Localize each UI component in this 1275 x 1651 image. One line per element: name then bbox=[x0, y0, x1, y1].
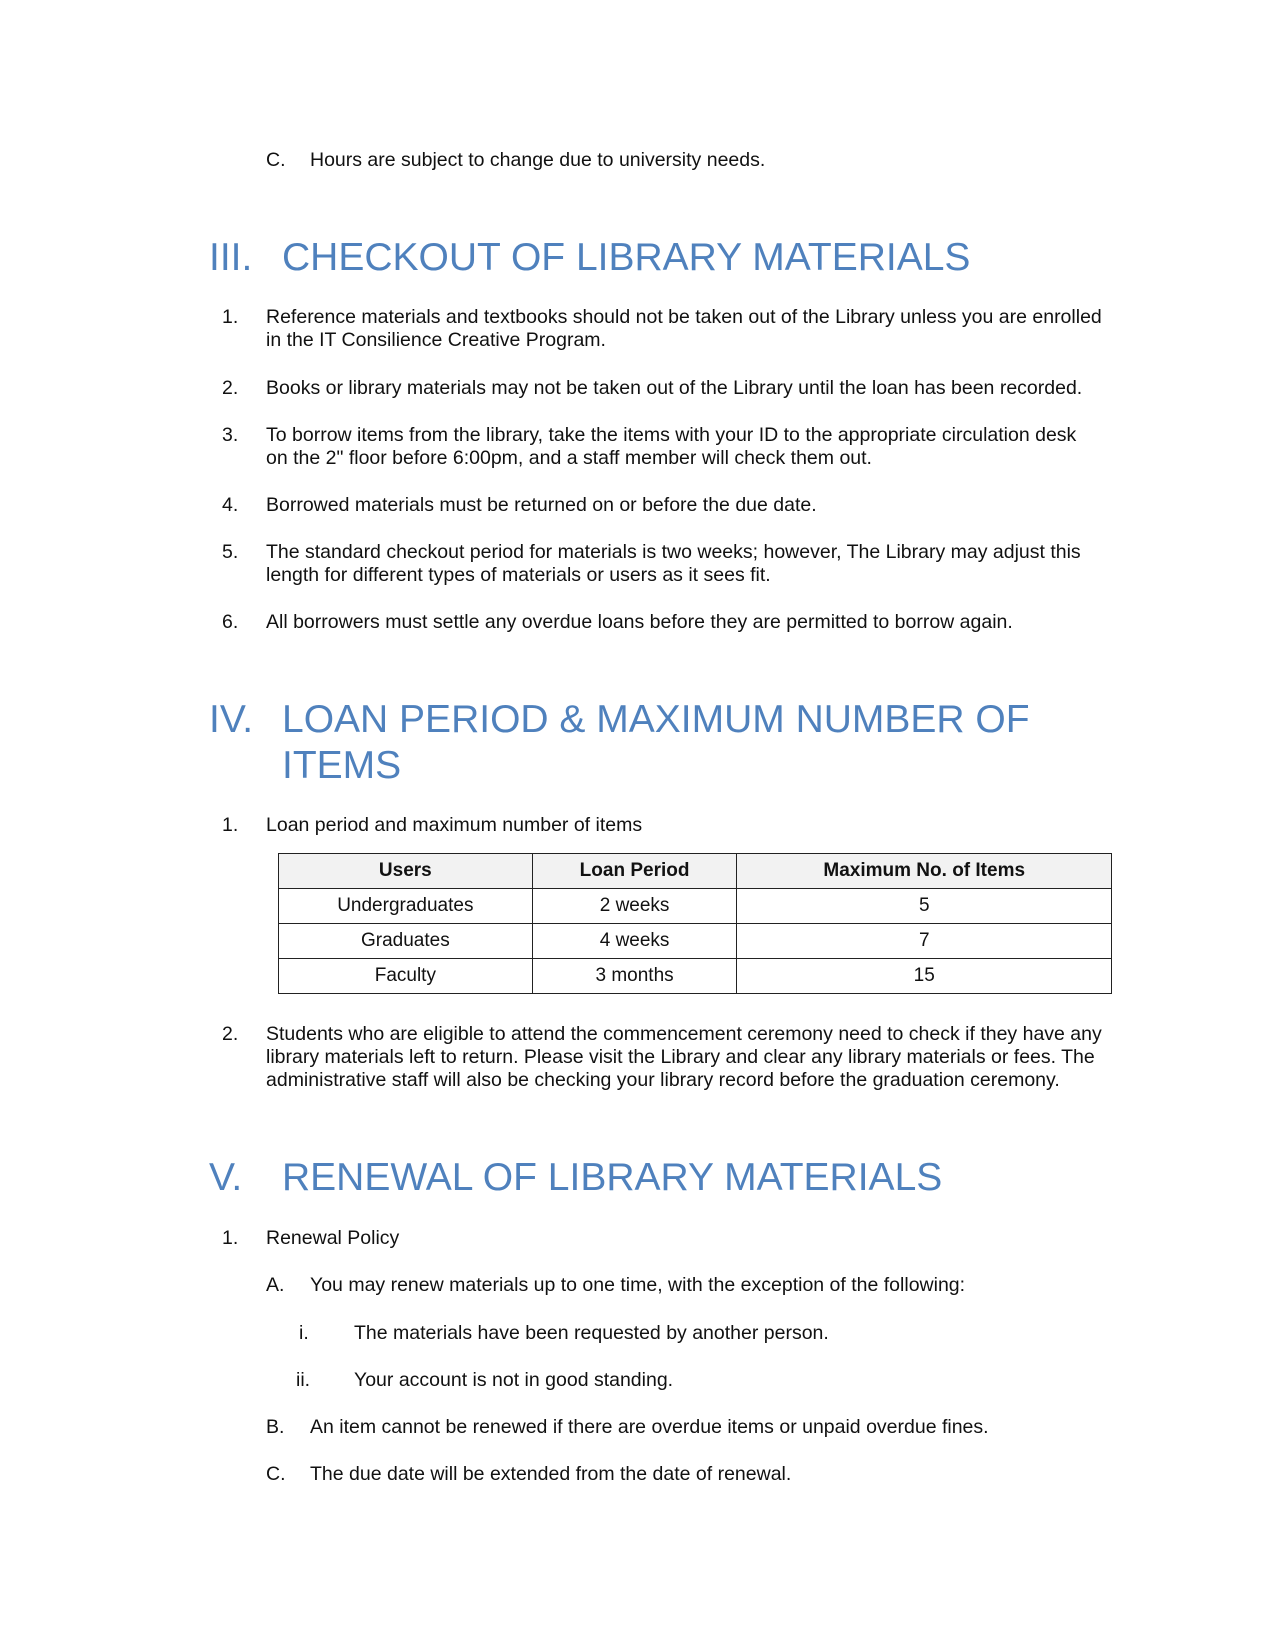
table-cell: 4 weeks bbox=[532, 924, 737, 959]
item-number: 3. bbox=[222, 424, 239, 446]
item-text: The standard checkout period for materials is two weeks; however, The Library may adjust this bbox=[266, 541, 1081, 563]
item-text: The due date will be extended from the date of renewal. bbox=[310, 1463, 792, 1485]
table-row bbox=[279, 959, 1112, 994]
table-cell: 15 bbox=[737, 959, 1112, 994]
item-label: A. bbox=[266, 1274, 285, 1296]
item-label: C. bbox=[266, 1463, 286, 1485]
item-text: Renewal Policy bbox=[266, 1227, 400, 1249]
item-number: 4. bbox=[222, 494, 239, 516]
table-header-row bbox=[279, 854, 1112, 889]
item-label: ii. bbox=[296, 1369, 311, 1391]
item-text: Loan period and maximum number of items bbox=[266, 814, 643, 836]
table-cell: Graduates bbox=[279, 924, 533, 959]
item-text: Students who are eligible to attend the commencement ceremony need to check if they have any bbox=[266, 1023, 1102, 1045]
item-number: 1. bbox=[222, 814, 239, 836]
heading-title: CHECKOUT OF LIBRARY MATERIALS bbox=[282, 236, 971, 279]
item-label: B. bbox=[266, 1416, 285, 1438]
item-text: library materials left to return. Please visit the Library and clear any library materials or fees. The bbox=[266, 1046, 1095, 1068]
table-cell: Faculty bbox=[279, 959, 533, 994]
table-cell: 5 bbox=[737, 889, 1112, 924]
heading-number: IV. bbox=[209, 698, 254, 741]
heading-number: III. bbox=[209, 236, 253, 279]
item-text: administrative staff will also be checking your library record before the graduation ceremony. bbox=[266, 1069, 1060, 1091]
item-text: in the IT Consilience Creative Program. bbox=[266, 329, 606, 351]
item-text: All borrowers must settle any overdue loans before they are permitted to borrow again. bbox=[266, 611, 1013, 633]
item-number: 6. bbox=[222, 611, 239, 633]
item-text: Reference materials and textbooks should not be taken out of the Library unless you are enrolled bbox=[266, 306, 1102, 328]
item-text: Borrowed materials must be returned on or before the due date. bbox=[266, 494, 817, 516]
heading-title-line2: ITEMS bbox=[282, 744, 402, 787]
item-number: 5. bbox=[222, 541, 239, 563]
table-cell: 3 months bbox=[532, 959, 737, 994]
item-number: 2. bbox=[222, 1023, 239, 1045]
column-header: Loan Period bbox=[532, 854, 737, 889]
item-text: Hours are subject to change due to university needs. bbox=[310, 149, 766, 171]
column-header: Users bbox=[279, 854, 533, 889]
item-text: To borrow items from the library, take the items with your ID to the appropriate circulation desk bbox=[266, 424, 1077, 446]
heading-number: V. bbox=[209, 1156, 243, 1199]
table-cell: 7 bbox=[737, 924, 1112, 959]
item-label: i. bbox=[299, 1322, 309, 1344]
loan-period-table bbox=[278, 853, 1112, 994]
item-text: You may renew materials up to one time, with the exception of the following: bbox=[310, 1274, 966, 1296]
item-number: 1. bbox=[222, 1227, 239, 1249]
table-row bbox=[279, 924, 1112, 959]
item-label: C. bbox=[266, 149, 286, 171]
table-cell: 2 weeks bbox=[532, 889, 737, 924]
item-text: An item cannot be renewed if there are overdue items or unpaid overdue fines. bbox=[310, 1416, 989, 1438]
item-text: on the 2" floor before 6:00pm, and a staff member will check them out. bbox=[266, 447, 872, 469]
heading-title-line1: LOAN PERIOD & MAXIMUM NUMBER OF bbox=[282, 698, 1030, 741]
heading-title: RENEWAL OF LIBRARY MATERIALS bbox=[282, 1156, 943, 1199]
table-row bbox=[279, 889, 1112, 924]
item-text: length for different types of materials or users as it sees fit. bbox=[266, 564, 771, 586]
item-text: Books or library materials may not be taken out of the Library until the loan has been recorded. bbox=[266, 377, 1083, 399]
table-cell: Undergraduates bbox=[279, 889, 533, 924]
item-number: 2. bbox=[222, 377, 239, 399]
column-header: Maximum No. of Items bbox=[737, 854, 1112, 889]
item-number: 1. bbox=[222, 306, 239, 328]
item-text: Your account is not in good standing. bbox=[354, 1369, 674, 1391]
item-text: The materials have been requested by another person. bbox=[354, 1322, 829, 1344]
